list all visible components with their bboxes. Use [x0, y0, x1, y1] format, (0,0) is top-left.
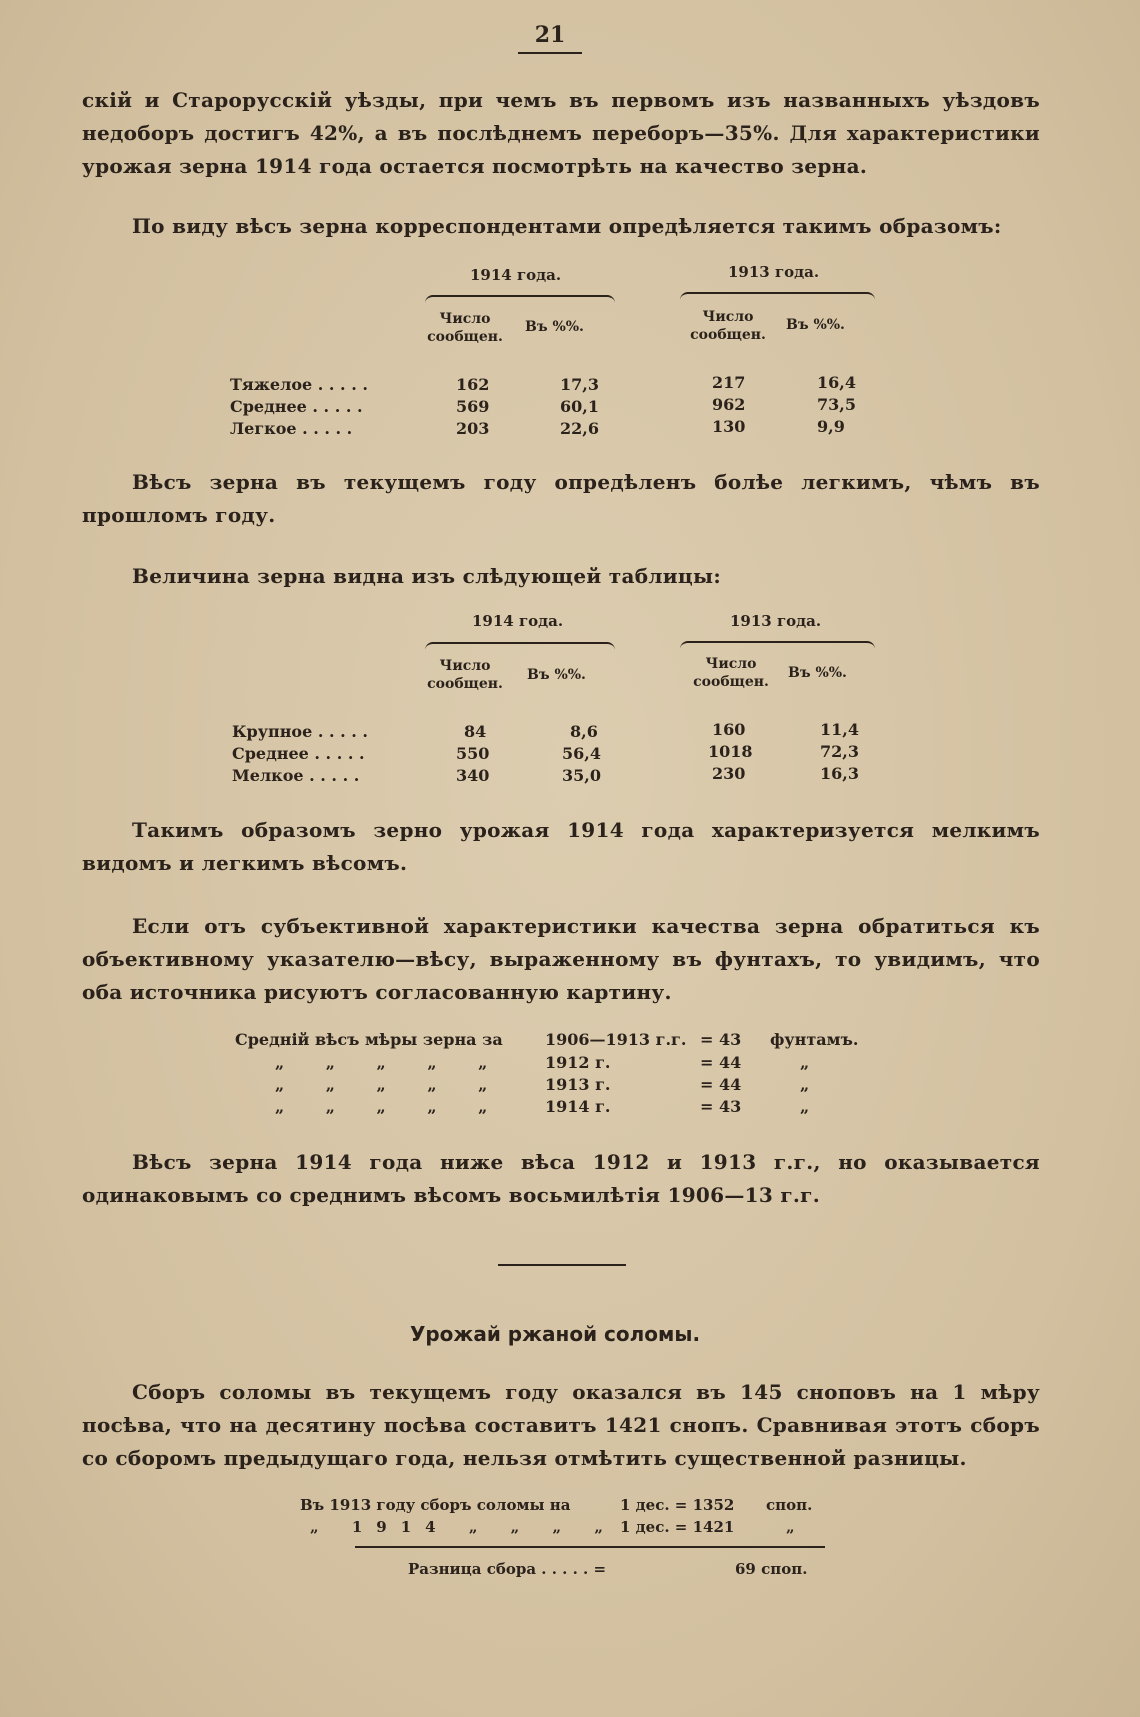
avg-weight-unit: фунтамъ.: [770, 1030, 859, 1049]
weight-cell: 962: [712, 395, 746, 414]
paragraph-3: Вѣсъ зерна въ текущемъ году опредѣленъ болѣе легкимъ, чѣмъ въ прошломъ году.: [82, 470, 1040, 527]
size-cell: 8,6: [570, 722, 598, 741]
weight-cell: 60,1: [560, 397, 599, 416]
section-heading: Урожай ржаной соломы.: [409, 1322, 701, 1346]
weight-row-label: Легкое . . . . .: [230, 419, 353, 438]
avg-weight-lead: „ „ „ „ „: [275, 1053, 506, 1072]
weight-cell: 17,3: [560, 375, 599, 394]
paragraph-1: скій и Старорусскій уѣзды, при чемъ въ первомъ изъ названныхъ уѣздовъ недоборъ достигъ 42%, а въ послѣднемъ переборъ—35%. Для характеристики урожая зерна 1914 года остается посмотрѣть на качество зерна.: [82, 88, 1040, 178]
paragraph-6: Если отъ субъективной характеристики качества зерна обратиться къ объективному указателю—вѣсу, выраженному въ фунтахъ, то увидимъ, что оба источника рисуютъ согласованную картину.: [82, 914, 1040, 1004]
avg-weight-period: 1912 г.: [545, 1053, 611, 1072]
size-cell: 16,3: [820, 764, 859, 783]
avg-weight-period: 1913 г.: [545, 1075, 611, 1094]
avg-weight-value: = 44: [700, 1075, 742, 1094]
size-cell: 11,4: [820, 720, 859, 739]
straw-row1-mid: 1 дес. = 1352: [620, 1496, 735, 1514]
avg-weight-value: = 43: [700, 1030, 742, 1049]
avg-weight-unit: „: [800, 1075, 810, 1094]
weight-col-pct-1914: Въ %%.: [525, 319, 584, 335]
avg-weight-value: = 43: [700, 1097, 742, 1116]
weight-col-pct-1913: Въ %%.: [786, 317, 845, 333]
paragraph-2: По виду вѣсъ зерна корреспондентами опредѣляется такимъ образомъ:: [132, 214, 1002, 238]
size-cell: 550: [456, 744, 490, 763]
straw-row1-unit: споп.: [766, 1496, 813, 1514]
weight-cell: 22,6: [560, 419, 599, 438]
size-cell: 1018: [708, 742, 753, 761]
weight-brace-1913: [680, 292, 875, 302]
section-divider: [498, 1264, 626, 1266]
size-cell: 160: [712, 720, 746, 739]
avg-weight-lead: „ „ „ „ „: [275, 1097, 506, 1116]
size-brace-1914: [425, 642, 615, 652]
paragraph-7: Вѣсъ зерна 1914 года ниже вѣса 1912 и 1913 г.г., но оказывается одинаковымъ со среднимъ вѣсомъ восьмилѣтія 1906—13 г.г.: [82, 1150, 1040, 1207]
size-row-label: Мелкое . . . . .: [232, 766, 360, 785]
weight-year-1914: 1914 года.: [470, 266, 562, 284]
straw-row1-lead: Въ 1913 году сборъ соломы на: [300, 1496, 571, 1514]
weight-row-label: Среднее . . . . .: [230, 397, 363, 416]
size-col-count-1913: Число сообщен.: [693, 656, 769, 690]
size-cell: 72,3: [820, 742, 859, 761]
straw-row2-lead: „ 1914 „ „ „ „: [310, 1518, 617, 1536]
page-number: 21: [534, 22, 566, 48]
size-row-label: Среднее . . . . .: [232, 744, 365, 763]
avg-weight-period: 1914 г.: [545, 1097, 611, 1116]
straw-diff-value: 69 споп.: [735, 1560, 808, 1578]
size-cell: 230: [712, 764, 746, 783]
size-year-1914: 1914 года.: [472, 612, 564, 630]
weight-cell: 569: [456, 397, 490, 416]
weight-cell: 162: [456, 375, 490, 394]
weight-year-1913: 1913 года.: [728, 263, 820, 281]
weight-col-count-1914: Число сообщен.: [427, 311, 503, 345]
paragraph-4: Величина зерна видна изъ слѣдующей таблицы:: [132, 564, 722, 588]
weight-cell: 217: [712, 373, 746, 392]
paragraph-5: Такимъ образомъ зерно урожая 1914 года характеризуется мелкимъ видомъ и легкимъ вѣсомъ.: [82, 818, 1040, 875]
size-col-pct-1914: Въ %%.: [527, 667, 586, 683]
avg-weight-period: 1906—1913 г.г.: [545, 1030, 687, 1049]
straw-row2-mid: 1 дес. = 1421: [620, 1518, 735, 1536]
size-cell: 84: [464, 722, 487, 741]
size-year-1913: 1913 года.: [730, 612, 822, 630]
weight-cell: 203: [456, 419, 490, 438]
avg-weight-value: = 44: [700, 1053, 742, 1072]
size-cell: 340: [456, 766, 490, 785]
weight-cell: 73,5: [817, 395, 856, 414]
size-row-label: Крупное . . . . .: [232, 722, 368, 741]
avg-weight-lead: Средній вѣсъ мѣры зерна за: [235, 1030, 503, 1049]
size-cell: 35,0: [562, 766, 601, 785]
straw-row2-unit: „: [786, 1518, 795, 1536]
weight-row-label: Тяжелое . . . . .: [230, 375, 368, 394]
weight-cell: 16,4: [817, 373, 856, 392]
straw-sum-rule: [355, 1546, 825, 1548]
avg-weight-lead: „ „ „ „ „: [275, 1075, 506, 1094]
weight-cell: 130: [712, 417, 746, 436]
size-cell: 56,4: [562, 744, 601, 763]
avg-weight-unit: „: [800, 1053, 810, 1072]
straw-diff-label: Разница сбора . . . . . =: [408, 1560, 607, 1578]
paragraph-8: Сборъ соломы въ текущемъ году оказался въ 145 сноповъ на 1 мѣру посѣва, что на десятину посѣва составитъ 1421 снопъ. Сравнивая этотъ сборъ со сборомъ предыдущаго года, нельзя отмѣтить существенной разницы.: [82, 1380, 1040, 1470]
weight-brace-1914: [425, 295, 615, 305]
weight-col-count-1913: Число сообщен.: [690, 309, 766, 343]
size-col-pct-1913: Въ %%.: [788, 665, 847, 681]
avg-weight-unit: „: [800, 1097, 810, 1116]
size-brace-1913: [680, 641, 875, 651]
page-number-rule: [518, 52, 582, 54]
weight-cell: 9,9: [817, 417, 845, 436]
size-col-count-1914: Число сообщен.: [427, 658, 503, 692]
